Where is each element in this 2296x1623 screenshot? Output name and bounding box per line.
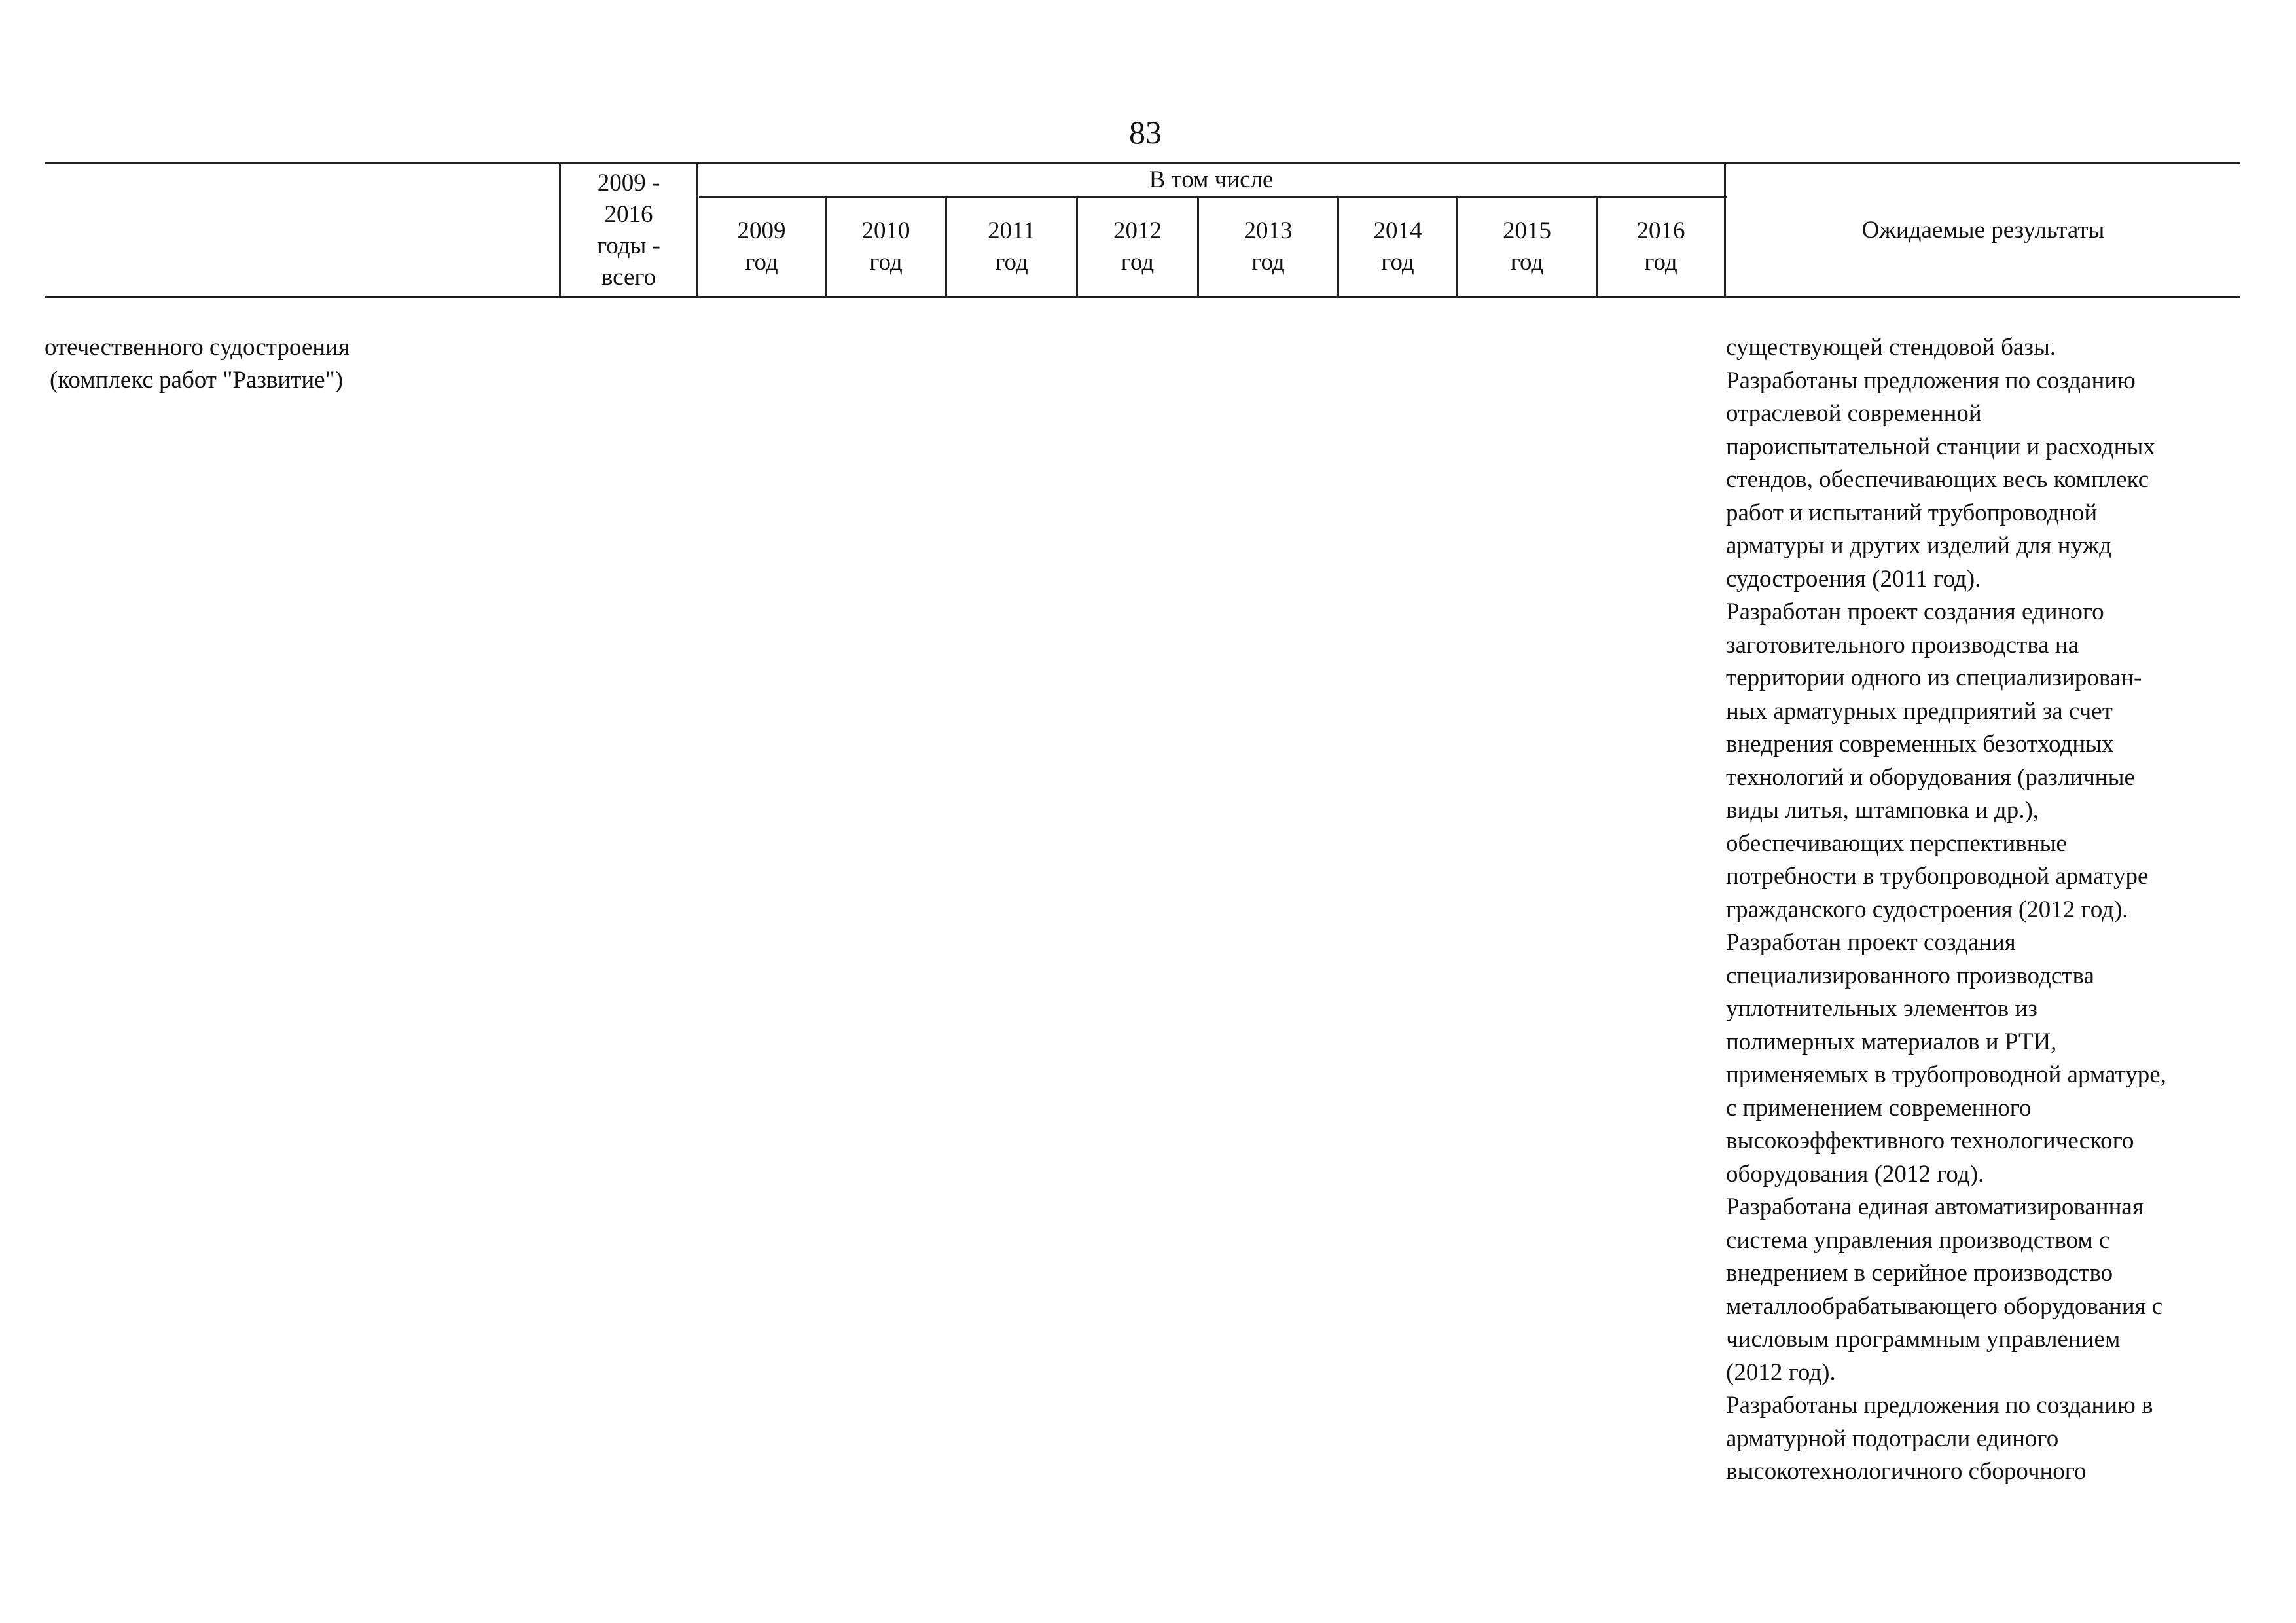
- result-line: заготовительного производства на: [1726, 631, 2079, 659]
- result-line: числовым программным управлением: [1726, 1326, 2121, 1353]
- header-year-2016: 2016 год: [1636, 217, 1685, 276]
- result-line: работ и испытаний трубопроводной: [1726, 499, 2098, 526]
- header-name-column: [45, 164, 559, 296]
- result-line: высокотехнологичного сборочного: [1726, 1458, 2087, 1485]
- row-name: [45, 331, 503, 397]
- row-name-line: отечественного судостроения: [45, 334, 350, 361]
- result-line: Разработаны предложения по созданию в: [1726, 1392, 2153, 1419]
- result-line: виды литья, штамповка и др.),: [1726, 797, 2039, 824]
- header-total-line: 2016: [604, 200, 653, 228]
- result-line: полимерных материалов и РТИ,: [1726, 1028, 2057, 1055]
- result-line: металлообрабатывающего оборудования с: [1726, 1292, 2163, 1320]
- result-line: ных арматурных предприятий за счет: [1726, 697, 2113, 725]
- result-line: отраслевой современной: [1726, 400, 1982, 427]
- result-line: высокоэффективного технологического: [1726, 1127, 2134, 1154]
- result-line: Разработан проект создания единого: [1726, 598, 2104, 625]
- header-subgroup-label: В том числе: [1149, 166, 1274, 193]
- page-number: 83: [1129, 114, 1162, 151]
- result-line: оборудования (2012 год).: [1726, 1160, 1984, 1188]
- header-results-column: Ожидаемые результаты: [1861, 216, 2105, 244]
- result-line: судостроения (2011 год).: [1726, 565, 1981, 593]
- header-total-line: всего: [601, 263, 656, 291]
- result-line: арматуры и других изделий для нужд: [1726, 532, 2111, 559]
- result-line: технологий и оборудования (различные: [1726, 763, 2135, 791]
- result-line: уплотнительных элементов из: [1726, 995, 2037, 1022]
- header-year-2010: 2010 год: [861, 217, 910, 276]
- table-header: [45, 162, 2240, 298]
- result-line: гражданского судостроения (2012 год).: [1726, 896, 2128, 923]
- result-line: Разработана единая автоматизированная: [1726, 1194, 2144, 1220]
- row-name-line: (комплекс работ "Развитие"): [50, 367, 344, 393]
- expected-results-text: [1726, 331, 2243, 1489]
- result-line: система управления производством с: [1726, 1226, 2110, 1254]
- result-line: внедрением в серийное производство: [1726, 1260, 2113, 1286]
- result-line: территории одного из специализирован-: [1726, 665, 2142, 691]
- result-line: стендов, обеспечивающих весь комплекс: [1726, 466, 2149, 493]
- header-total-column: [561, 164, 696, 296]
- result-line: Разработан проект создания: [1726, 929, 2016, 956]
- result-line: обеспечивающих перспективные: [1726, 830, 2067, 857]
- header-year-2009: 2009 год: [737, 217, 786, 276]
- result-line: с применением современного: [1726, 1094, 2032, 1122]
- result-line: Разработаны предложения по созданию: [1726, 367, 2136, 394]
- result-line: пароиспытательной станции и расходных: [1726, 433, 2155, 460]
- result-line: внедрения современных безотходных: [1726, 731, 2114, 757]
- result-line: специализированного производства: [1726, 962, 2094, 989]
- result-line: (2012 год).: [1726, 1359, 1836, 1386]
- header-year-2015: 2015 год: [1503, 217, 1551, 276]
- header-total-line: 2009 -: [597, 169, 660, 196]
- result-line: потребности в трубопроводной арматуре: [1726, 863, 2149, 890]
- header-year-2011: 2011 год: [988, 217, 1035, 276]
- header-year-2012: 2012 год: [1113, 217, 1162, 276]
- result-line: арматурной подотрасли единого: [1726, 1425, 2059, 1452]
- header-year-2014: 2014 год: [1373, 217, 1422, 276]
- result-line: существующей стендовой базы.: [1726, 334, 2056, 361]
- header-total-line: годы -: [597, 232, 660, 259]
- result-line: применяемых в трубопроводной арматуре,: [1726, 1061, 2166, 1088]
- header-year-2013: 2013 год: [1244, 217, 1293, 276]
